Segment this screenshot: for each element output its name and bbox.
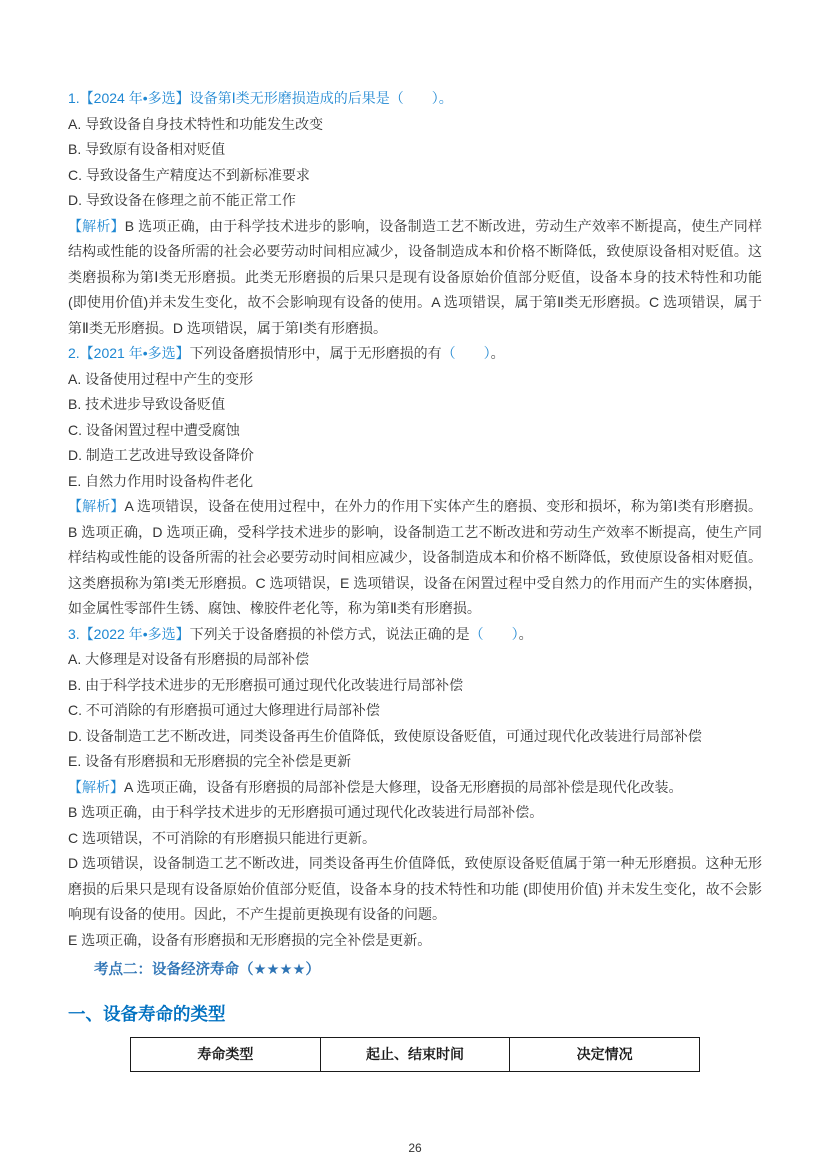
question-3-prefix: 3.【2022 年•多选】 [68,625,190,642]
section-header-kaodian2: 考点二：设备经济寿命（★★★★） [94,962,320,978]
question-1-period: 。 [438,90,453,106]
analysis-label: 【解析】 [68,778,124,795]
analysis-label: 【解析】 [68,217,125,234]
question-3-analysis-c: C 选项错误，不可消除的有形磨损只能进行更新。 [68,829,376,846]
analysis-text: A 选项错误，设备在使用过程中，在外力的作用下实体产生的磨损、变形和损坏，称为第Ⅰ类有形磨损。B 选项正确，D 选项正确，受科学技术进步的影响，设备制造工艺不断改进和劳动生产效率不断提高，使生产同样结构或性能的设备所需的社会必要劳动时间相应减少，设备制造成本和价格不断降低，致使原设备相对贬值。这类磨损称为第Ⅰ类无形磨损。C 选项错误，E 选项错误，设备在闲置过程中受自然力的作用而产生的实体磨损，如金属性零部件生锈、腐蚀、橡胶件老化等，称为第Ⅱ类有形磨损。 [68,498,762,616]
question-1-title [68,86,762,112]
question-2-analysis [68,494,762,622]
question-3-blank: （ ） [469,625,519,642]
question-1-prefix: 1.【2024 年•多选】 [68,90,190,106]
question-1-body: 设备第Ⅰ类无形磨损造成的后果是 [189,90,390,106]
question-2-body: 下列设备磨损情形中，属于无形磨损的有 [189,345,442,361]
question-3-option-c: C. 不可消除的有形磨损可通过大修理进行局部补偿 [68,702,380,718]
question-3-option-b: B. 由于科学技术进步的无形磨损可通过现代化改装进行局部补偿 [68,676,464,693]
page-number: 26 [408,1141,422,1155]
question-1-option-c: C. 导致设备生产精度达不到新标准要求 [68,166,310,183]
question-2-title [68,341,762,367]
question-3-analysis-e: E 选项正确，设备有形磨损和无形磨损的完全补偿是更新。 [68,931,432,948]
question-3-body: 下列关于设备磨损的补偿方式，说法正确的是 [189,625,470,642]
question-1-option-d: D. 导致设备在修理之前不能正常工作 [68,192,296,208]
question-block-2 [68,341,762,622]
heading-life-types: 一、设备寿命的类型 [68,1004,226,1024]
question-2-option-e: E. 自然力作用时设备构件老化 [68,472,254,489]
question-1-option-a: A. 导致设备自身技术特性和功能发生改变 [68,115,324,132]
question-2-option-a: A. 设备使用过程中产生的变形 [68,370,254,387]
question-1-option-b: B. 导致原有设备相对贬值 [68,141,226,157]
table-header-row [131,1038,700,1072]
question-2-option-d: D. 制造工艺改进导致设备降价 [68,447,254,463]
analysis-label: 【解析】 [68,498,125,514]
question-3-option-d: D. 设备制造工艺不断改进，同类设备再生价值降低，致使原设备贬值，可通过现代化改装进行局部补偿 [68,727,702,744]
question-2-prefix: 2.【2021 年•多选】 [68,345,190,361]
question-3-analysis-d: D 选项错误，设备制造工艺不断改进，同类设备再生价值降低，致使原设备贬值属于第一种无形磨损。这种无形磨损的后果只是现有设备原始价值部分贬值，设备本身的技术特性和功能 (即使用价值) 并未发生变化，故不会影响现有设备的使用。因此，不产生提前更换现有设备的问题。 [68,855,762,922]
question-2-option-b: B. 技术进步导致设备贬值 [68,396,226,412]
table-header-start-end-time: 起止、结束时间 [320,1038,510,1072]
life-types-table [130,1037,700,1072]
question-2-option-c: C. 设备闲置过程中遭受腐蚀 [68,421,240,438]
table-header-life-type: 寿命类型 [131,1038,321,1072]
analysis-text: B 选项正确，由于科学技术进步的影响，设备制造工艺不断改进，劳动生产效率不断提高，使生产同样结构或性能的设备所需的社会必要劳动时间相应减少，设备制造成本和价格不断降低，致使原设备相对贬值。这类磨损称为第Ⅰ类无形磨损。此类无形磨损的后果只是现有设备原始价值部分贬值，设备本身的技术特性和功能(即使用价值)并未发生变化，故不会影响现有设备的使用。A 选项错误，属于第Ⅱ类无形磨损。C 选项错误，属于第Ⅱ类无形磨损。D 选项错误，属于第Ⅰ类有形磨损。 [68,217,762,336]
question-2-period: 。 [490,345,505,361]
question-3-period: 。 [518,625,533,642]
question-2-blank: （ ） [441,345,491,361]
question-block-1 [68,86,762,341]
question-3-title [68,622,762,648]
question-block-3 [68,622,762,954]
question-1-blank: （ ） [389,90,439,106]
question-3-option-e: E. 设备有形磨损和无形磨损的完全补偿是更新 [68,753,352,769]
table-header-deciding-factor: 决定情况 [510,1038,700,1072]
question-3-analysis-b: B 选项正确，由于科学技术进步的无形磨损可通过现代化改装进行局部补偿。 [68,804,544,820]
analysis-text: A 选项正确，设备有形磨损的局部补偿是大修理，设备无形磨损的局部补偿是现代化改装。 [124,778,683,795]
question-3-option-a: A. 大修理是对设备有形磨损的局部补偿 [68,651,310,667]
question-1-analysis [68,214,762,342]
question-3-analysis-a [68,775,762,801]
